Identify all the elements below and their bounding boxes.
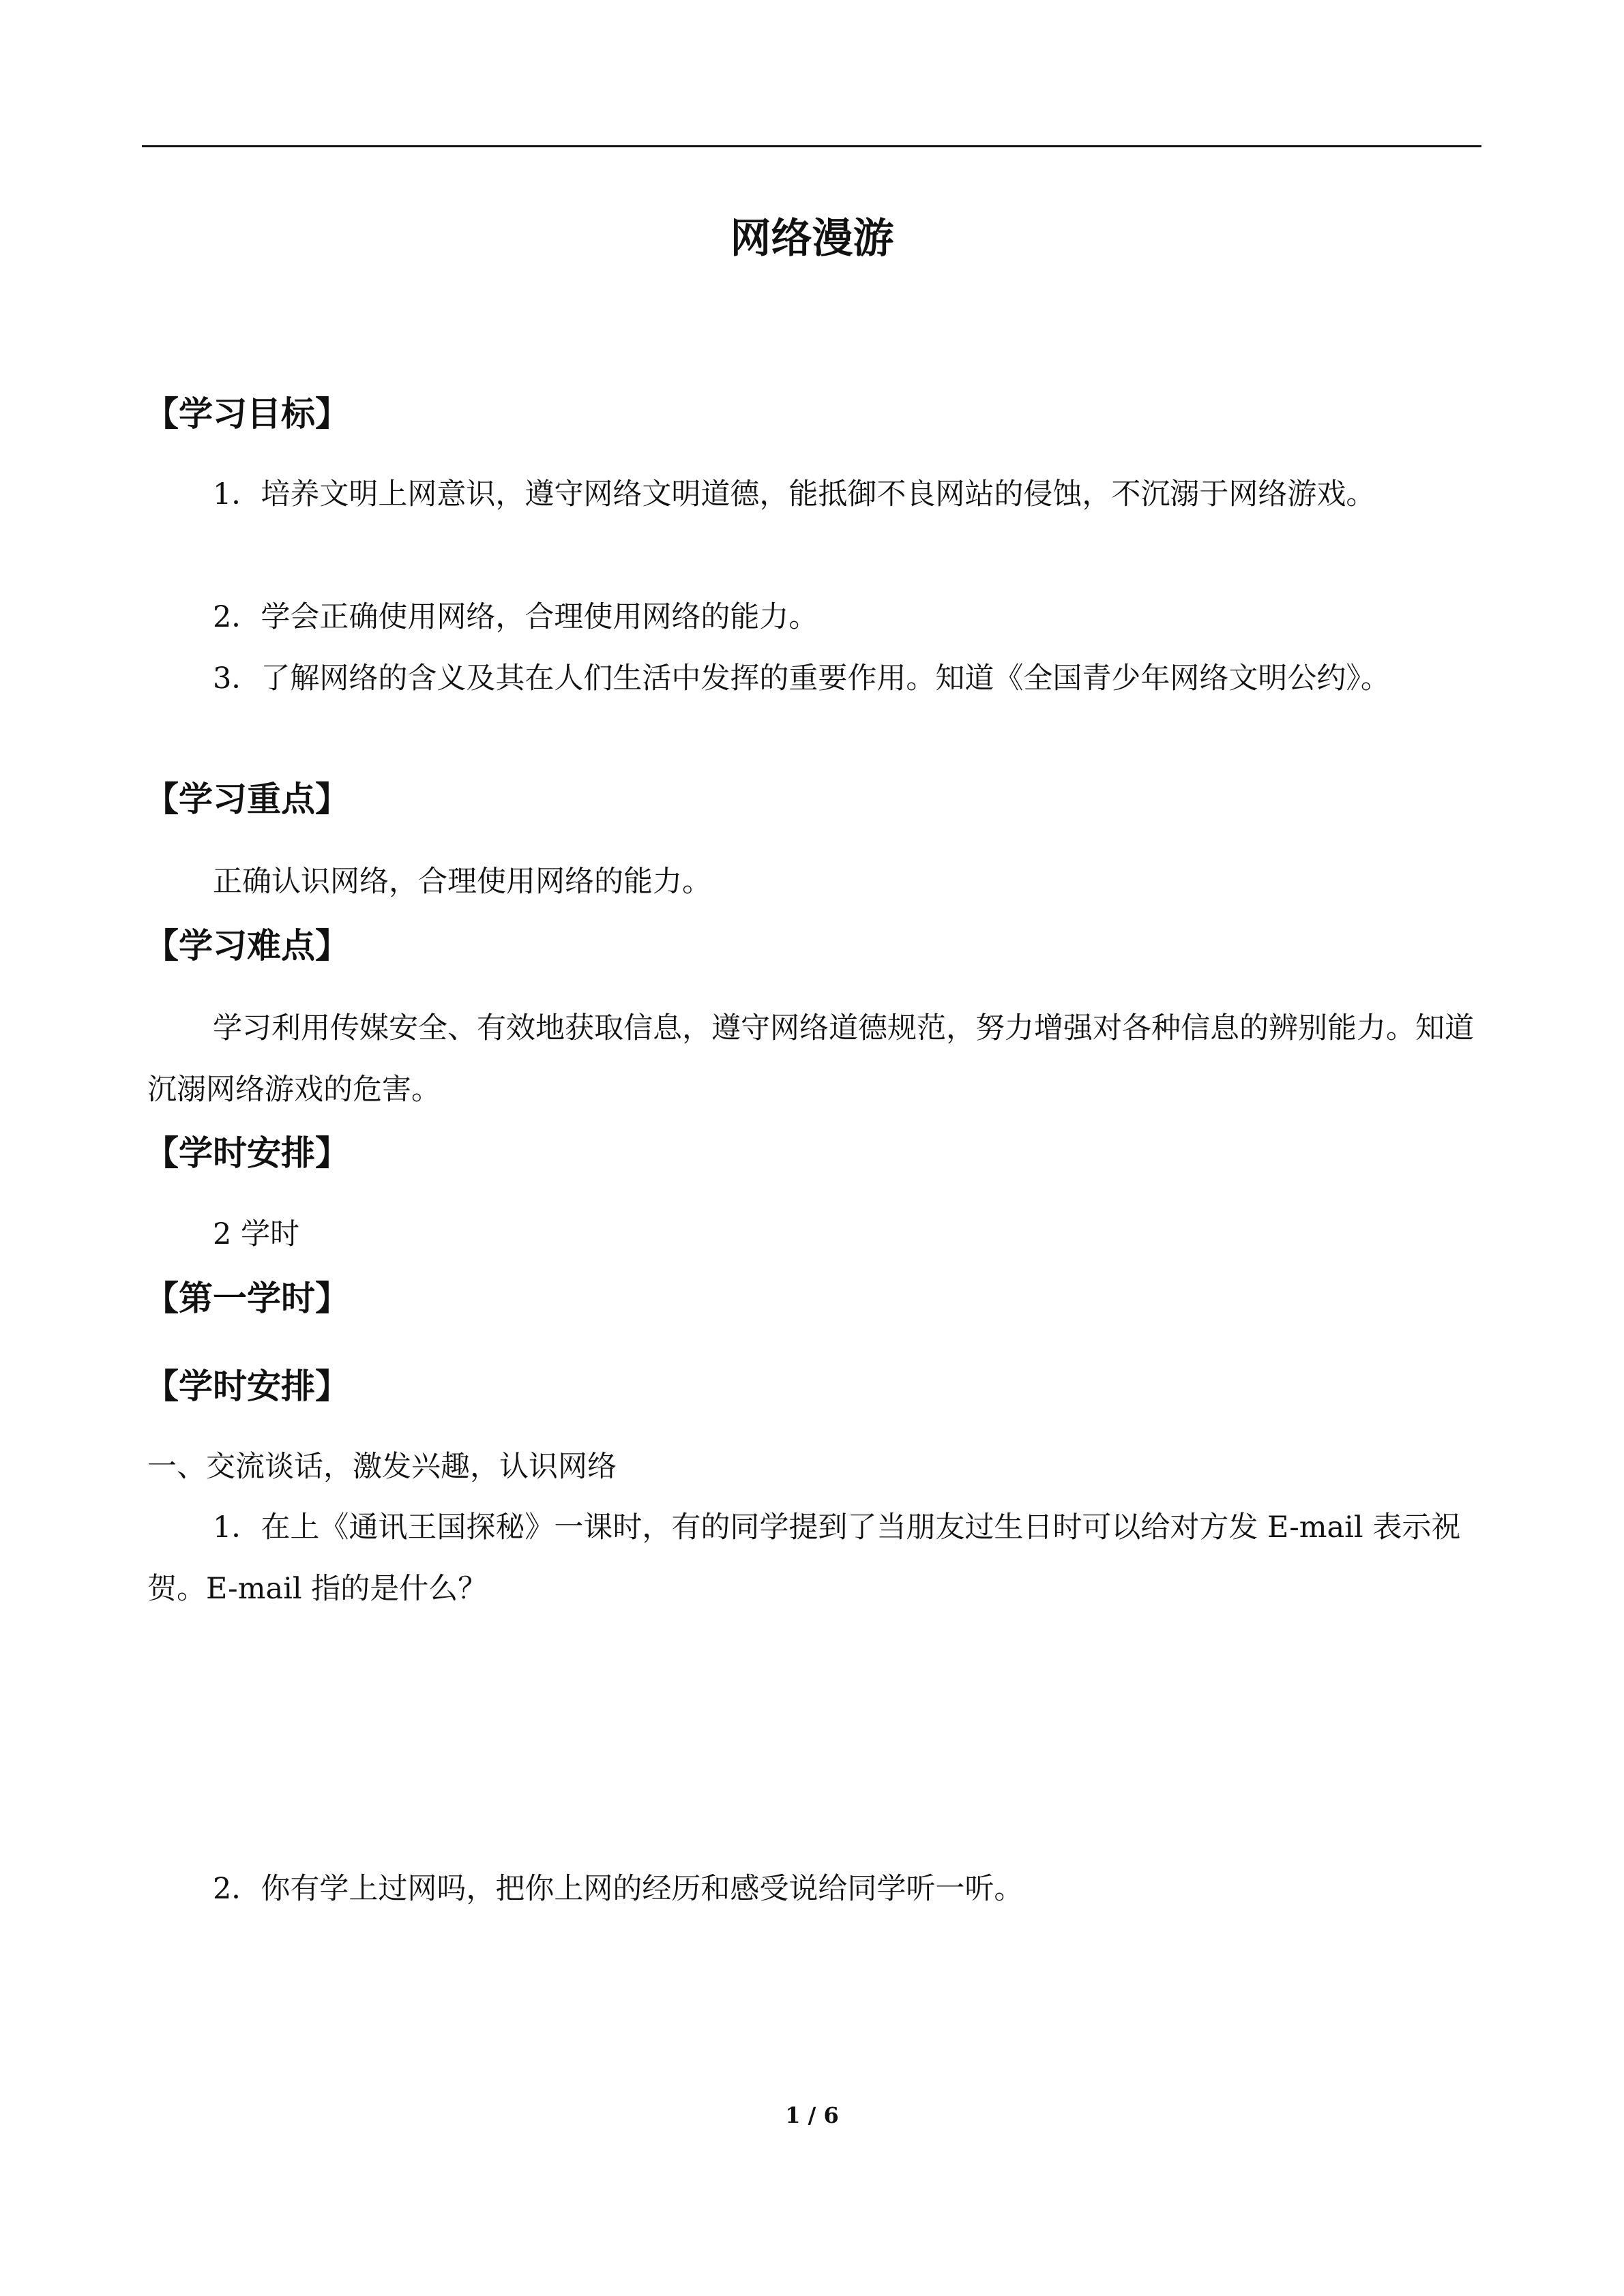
heading-schedule-2: 【学时安排】 — [145, 1367, 349, 1406]
objective-1: 1．培养文明上网意识，遵守网络文明道德，能抵御不良网站的侵蚀，不沉溺于网络游戏。 — [213, 477, 1376, 511]
schedule-text: 2 学时 — [213, 1217, 300, 1251]
heading-difficulties: 【学习难点】 — [145, 926, 349, 966]
objective-3: 3．了解网络的含义及其在人们生活中发挥的重要作用。知道《全国青少年网络文明公约》。 — [213, 661, 1390, 696]
heading-first-lesson: 【第一学时】 — [145, 1279, 349, 1318]
difficulties-text: 学习利用传媒安全、有效地获取信息，遵守网络道德规范，努力增强对各种信息的辨别能力。知道沉溺网络游戏的危害。 — [147, 1011, 1474, 1107]
page-number: 1 / 6 — [785, 2102, 839, 2128]
key-points-text: 正确认识网络，合理使用网络的能力。 — [213, 865, 711, 899]
document-title: 网络漫游 — [730, 215, 894, 263]
part1-heading: 一、交流谈话，激发兴趣，认识网络 — [147, 1450, 617, 1484]
question-2: 2．你有学上过网吗，把你上网的经历和感受说给同学听一听。 — [213, 1872, 1024, 1906]
objective-2: 2．学会正确使用网络，合理使用网络的能力。 — [213, 600, 818, 634]
question-1: 1．在上《通讯王国探秘》一课时，有的同学提到了当朋友过生日时可以给对方发 E-mail 表示祝贺。E-mail 指的是什么？ — [147, 1510, 1461, 1606]
heading-schedule: 【学时安排】 — [145, 1133, 349, 1173]
heading-objectives: 【学习目标】 — [145, 394, 349, 434]
header-rule — [142, 145, 1481, 147]
heading-key-points: 【学习重点】 — [145, 779, 349, 819]
